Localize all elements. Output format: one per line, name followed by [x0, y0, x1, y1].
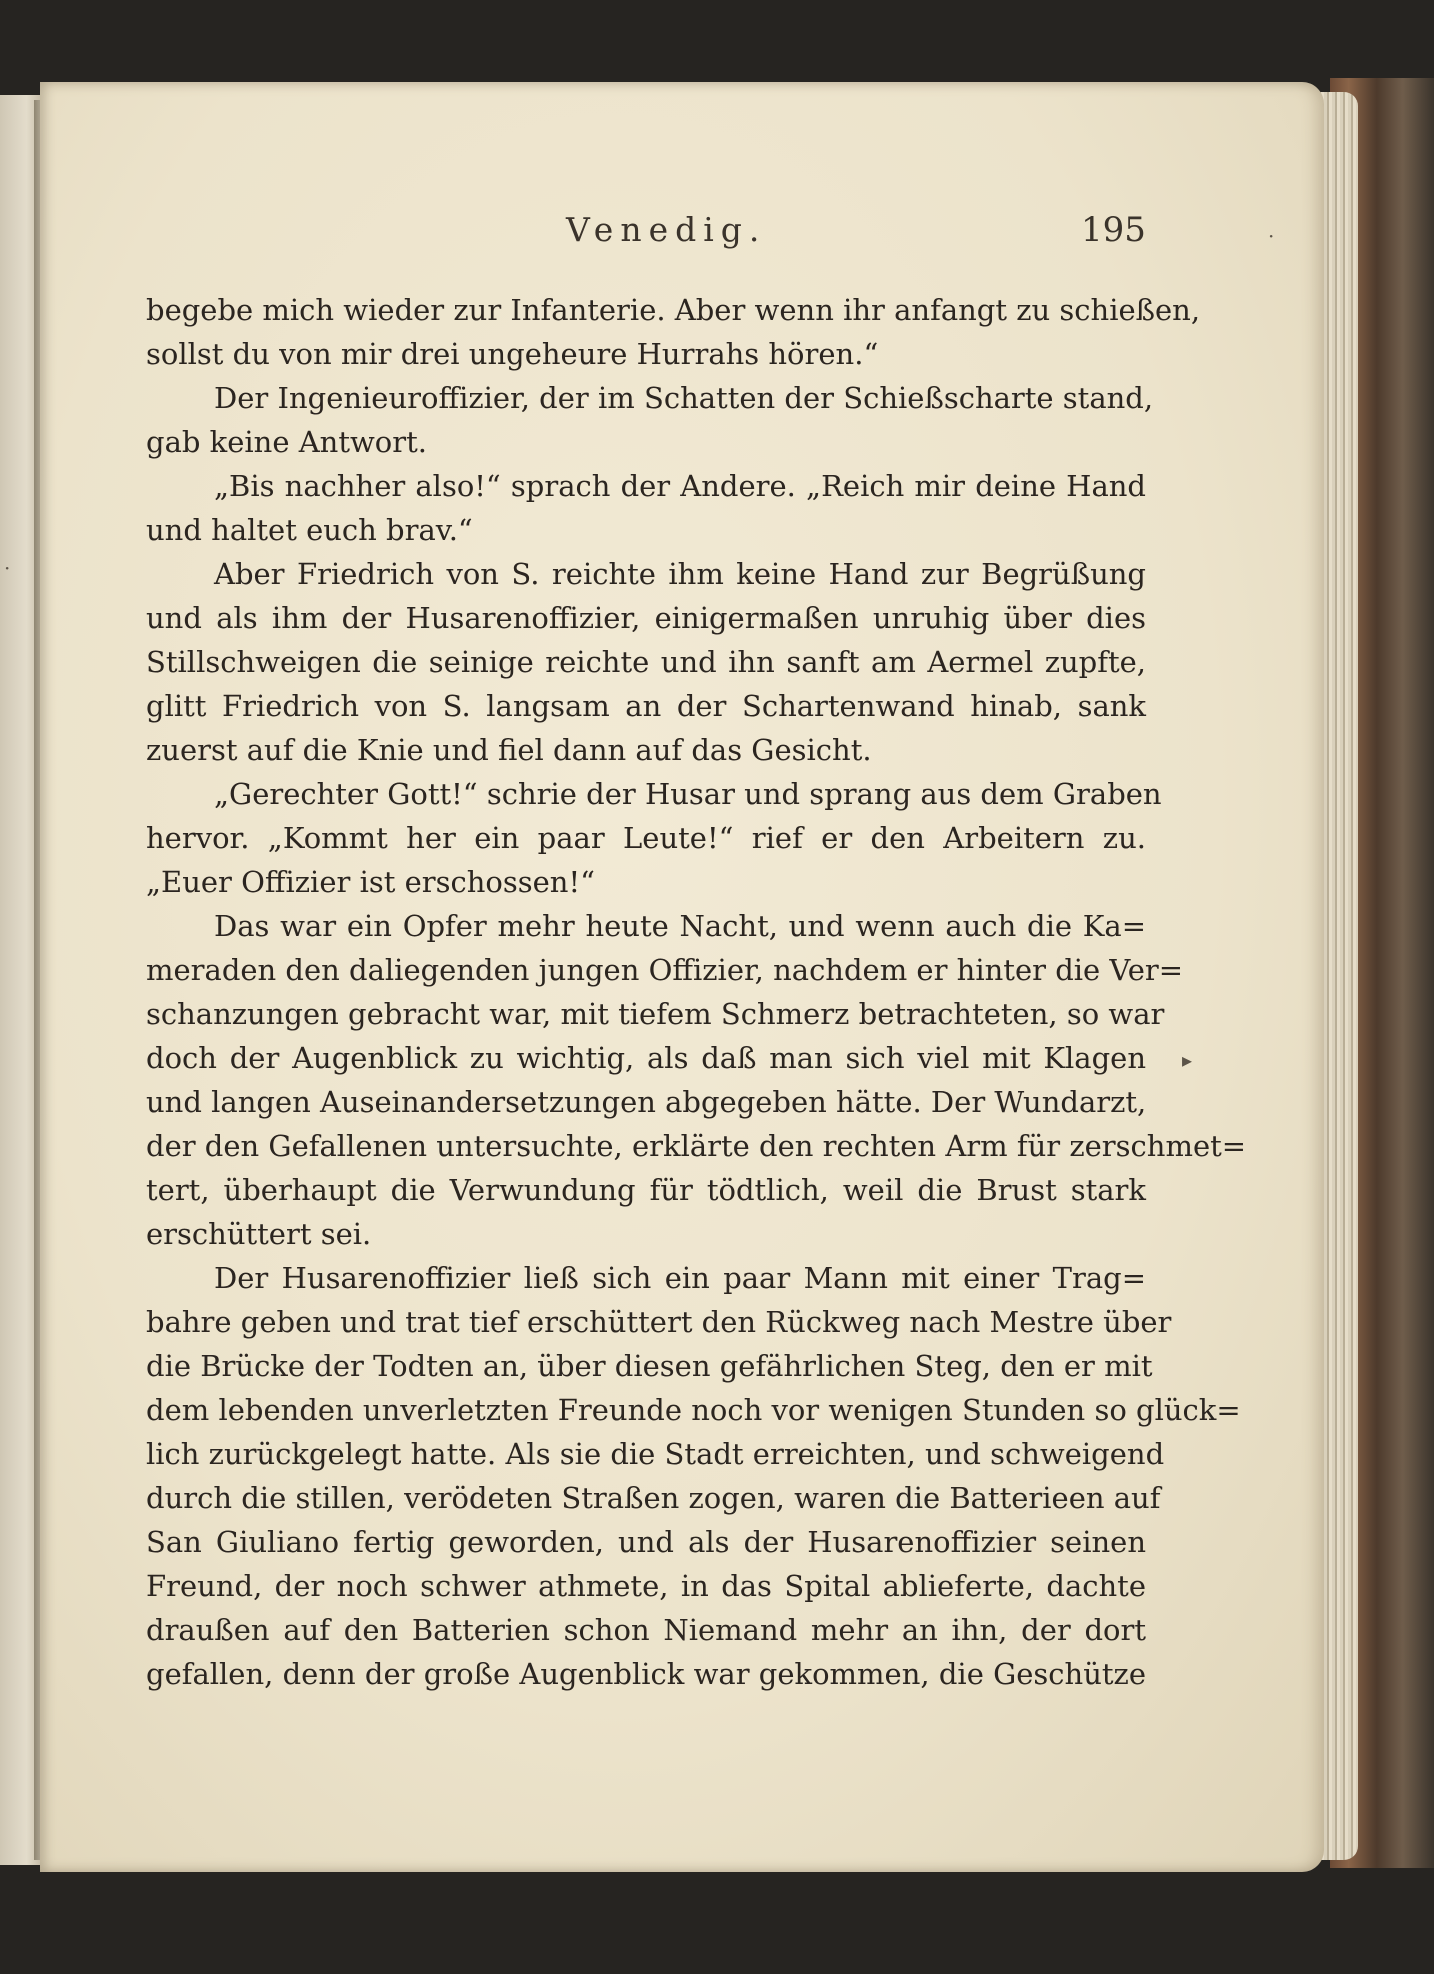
text-line: „Gerechter Gott!“ schrie der Husar und sprang aus dem Graben: [214, 777, 1162, 811]
text-line: gab keine Antwort.: [146, 425, 427, 459]
text-line: und haltet euch brav.“: [146, 513, 473, 547]
text-line: Aber Friedrich von S. reichte ihm keine Hand zur Begrüßung: [214, 557, 1146, 591]
speck-mark: ▸: [1182, 1048, 1193, 1072]
page-number: 195: [1081, 210, 1146, 250]
text-line: Freund, der noch schwer athmete, in das Spital ablieferte, dachte: [146, 1569, 1146, 1603]
text-line: Der Ingenieuroffizier, der im Schatten der Schießscharte stand,: [214, 381, 1154, 415]
text-line: draußen auf den Batterien schon Niemand mehr an ihn, der dort: [146, 1613, 1146, 1647]
text-line: sollst du von mir drei ungeheure Hurrahs hören.“: [146, 337, 879, 371]
text-line: meraden den daliegenden jungen Offizier, nachdem er hinter die Ver=: [146, 953, 1184, 987]
text-line: begebe mich wieder zur Infanterie. Aber wenn ihr anfangt zu schießen,: [146, 293, 1201, 327]
text-line: die Brücke der Todten an, über diesen gefährlichen Steg, den er mit: [146, 1349, 1153, 1383]
text-line: schanzungen gebracht war, mit tiefem Schmerz betrachteten, so war: [146, 997, 1165, 1031]
text-line: „Bis nachher also!“ sprach der Andere. „Reich mir deine Hand: [214, 469, 1146, 503]
text-line: der den Gefallenen untersuchte, erklärte den rechten Arm für zerschmet=: [146, 1129, 1247, 1163]
text-line: glitt Friedrich von S. langsam an der Schartenwand hinab, sank: [146, 689, 1146, 723]
speck-mark: ·: [1268, 224, 1275, 248]
page-header: [0, 210, 1434, 270]
text-line: Der Husarenoffizier ließ sich ein paar Mann mit einer Trag=: [214, 1261, 1146, 1295]
text-line: tert, überhaupt die Verwundung für tödtlich, weil die Brust stark: [146, 1173, 1146, 1207]
running-head: Venedig.: [566, 210, 767, 249]
text-line: Stillschweigen die seinige reichte und ihn sanft am Aermel zupfte,: [146, 645, 1146, 679]
text-line: doch der Augenblick zu wichtig, als daß man sich viel mit Klagen: [146, 1041, 1146, 1075]
text-line: zuerst auf die Knie und fiel dann auf das Gesicht.: [146, 733, 872, 767]
text-line: und als ihm der Husarenoffizier, einigermaßen unruhig über dies: [146, 601, 1146, 635]
text-line: gefallen, denn der große Augenblick war gekommen, die Geschütze: [146, 1657, 1146, 1691]
text-line: San Giuliano fertig geworden, und als der Husarenoffizier seinen: [146, 1525, 1146, 1559]
text-line: „Euer Offizier ist erschossen!“: [146, 865, 595, 899]
text-line: lich zurückgelegt hatte. Als sie die Stadt erreichten, und schweigend: [146, 1437, 1165, 1471]
speck-mark: ·: [4, 556, 11, 580]
text-line: und langen Auseinandersetzungen abgegeben hätte. Der Wundarzt,: [146, 1085, 1147, 1119]
text-line: hervor. „Kommt her ein paar Leute!“ rief er den Arbeitern zu.: [146, 821, 1146, 855]
text-line: erschüttert sei.: [146, 1217, 372, 1251]
text-line: bahre geben und trat tief erschüttert den Rückweg nach Mestre über: [146, 1305, 1172, 1339]
body-text: [146, 288, 1247, 1696]
text-line: dem lebenden unverletzten Freunde noch vor wenigen Stunden so glück=: [146, 1393, 1241, 1427]
text-line: Das war ein Opfer mehr heute Nacht, und wenn auch die Ka=: [214, 909, 1146, 943]
text-line: durch die stillen, verödeten Straßen zogen, waren die Batterieen auf: [146, 1481, 1161, 1515]
